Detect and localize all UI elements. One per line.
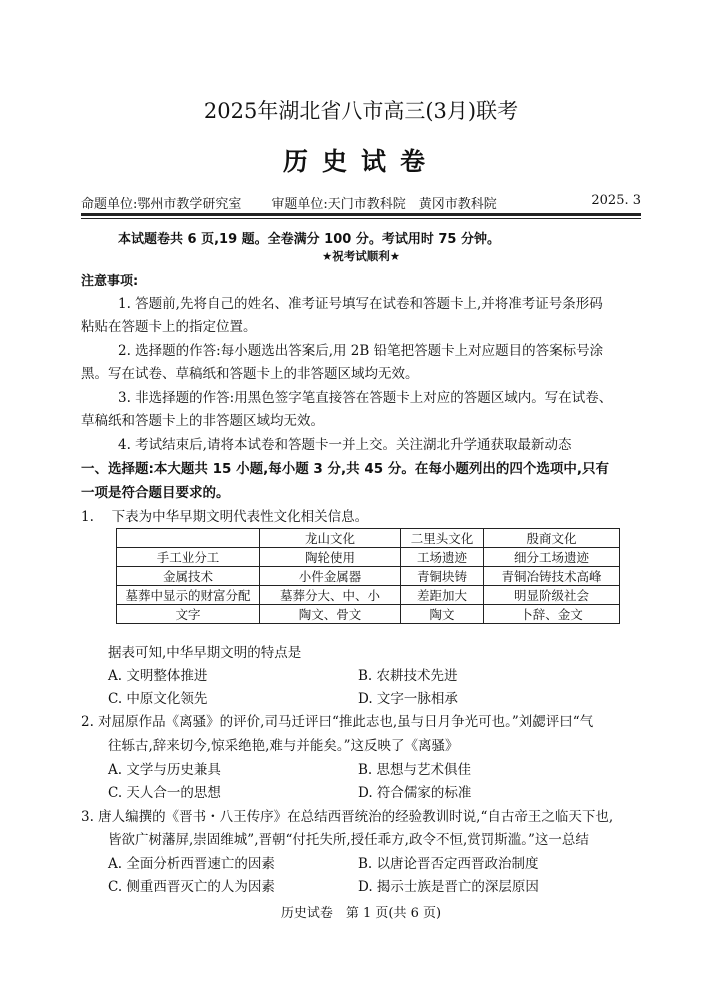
- page-footer: 历史试卷 第 1 页(共 6 页): [280, 906, 442, 921]
- option-b: B. 思想与艺术俱佳: [358, 762, 472, 778]
- notice-line: 2. 选择题的作答:每小题选出答案后,用 2B 铅笔把答题卡上对应题目的答案标号涂: [118, 343, 604, 359]
- table-cell: 细分工场遗迹: [484, 548, 620, 567]
- notice-line: 黑。写在试卷、草稿纸和答题卡上的非答题区域均无效。: [81, 366, 419, 382]
- option-d: D. 揭示士族是晋亡的深层原因: [358, 879, 539, 895]
- table-cell: 卜辞、金文: [484, 605, 620, 624]
- divider: [81, 213, 641, 216]
- wish: ★祝考试顺利★: [321, 249, 401, 263]
- table-cell: 墓葬中显示的财富分配: [117, 586, 260, 605]
- table-header: 殷商文化: [484, 529, 620, 548]
- option-d: D. 文字一脉相承: [358, 691, 458, 707]
- table-header: 二里头文化: [401, 529, 484, 548]
- option-c: C. 侧重西晋灭亡的人为因素: [108, 879, 275, 895]
- table-row: [117, 605, 620, 624]
- table-row: [117, 567, 620, 586]
- table-cell: 文字: [117, 605, 260, 624]
- table-cell: 差距加大: [401, 586, 484, 605]
- notice-line: 草稿纸和答题卡上的非答题区域均无效。: [81, 413, 324, 429]
- table-cell: 陶文、骨文: [260, 605, 401, 624]
- table-cell: 手工业分工: [117, 548, 260, 567]
- notice-line: 粘贴在答题卡上的指定位置。: [81, 319, 257, 335]
- notice-line: 4. 考试结束后,请将本试卷和答题卡一并上交。关注湖北升学通获取最新动态: [118, 437, 572, 453]
- table-cell: 陶文: [401, 605, 484, 624]
- notice-line: 3. 非选择题的作答:用黑色签字笔直接答在答题卡上对应的答题区域内。写在试卷、: [118, 390, 613, 406]
- subject-title: 历史试卷: [282, 147, 439, 176]
- summary: 本试题卷共 6 页,19 题。全卷满分 100 分。考试用时 75 分钟。: [118, 232, 500, 247]
- table-row: [117, 586, 620, 605]
- option-c: C. 中原文化领先: [108, 691, 208, 707]
- setter: 命题单位:鄂州市教学研究室: [81, 197, 242, 212]
- table-cell: 青铜冶铸技术高峰: [484, 567, 620, 586]
- table-cell: 金属技术: [117, 567, 260, 586]
- q2-stem: 2. 对屈原作品《离骚》的评价,司马迁评曰“推此志也,虽与日月争光可也。”刘勰评曰“气: [81, 714, 594, 730]
- table-row: [117, 548, 620, 567]
- q3-stem: 3. 唐人编撰的《晋书・八王传序》在总结西晋统治的经验教训时说,“自古帝王之临天下也,: [81, 809, 614, 825]
- q2-stem: 往轹古,辞来切今,惊采绝艳,难与并能矣。”这反映了《离骚》: [108, 738, 459, 754]
- option-d: D. 符合儒家的标准: [358, 785, 472, 801]
- exam-meta: [81, 193, 641, 212]
- table-cell: 工场遗迹: [401, 548, 484, 567]
- option-a: A. 全面分析西晋速亡的因素: [108, 856, 275, 872]
- table-cell: 陶轮使用: [260, 548, 401, 567]
- option-a: A. 文明整体推进: [108, 668, 208, 684]
- option-b: B. 农耕技术先进: [358, 668, 458, 684]
- section-heading: 一、选择题:本大题共 15 小题,每小题 3 分,共 45 分。在每小题列出的四个选项中,只有: [81, 461, 609, 477]
- exam-title: 2025年湖北省八市高三(3月)联考: [203, 99, 519, 123]
- table-header: [117, 529, 260, 548]
- table-header-row: [117, 529, 620, 548]
- option-a: A. 文学与历史兼具: [108, 762, 221, 778]
- table-cell: 青铜块铸: [401, 567, 484, 586]
- q1-stem: 1. 下表为中华早期文明代表性文化相关信息。: [81, 509, 369, 525]
- table-cell: 明显阶级社会: [484, 586, 620, 605]
- option-c: C. 天人合一的思想: [108, 785, 221, 801]
- table-cell: 小件金属器: [260, 567, 401, 586]
- q3-stem: 皆欲广树藩屏,崇固维城”,晋朝“付托失所,授任乖方,政令不恒,赏罚斯滥。”这一总结: [108, 832, 589, 848]
- section-heading: 一项是符合题目要求的。: [81, 485, 230, 501]
- table-header: 龙山文化: [260, 529, 401, 548]
- divider: [81, 218, 641, 219]
- q1-table: [116, 528, 620, 624]
- notice-line: 1. 答题前,先将自己的姓名、准考证号填写在试卷和答题卡上,并将准考证号条形码: [118, 296, 603, 312]
- table-cell: 墓葬分大、中、小: [260, 586, 401, 605]
- reviewer: 审题单位:天门市教科院 黄冈市教科院: [271, 197, 497, 212]
- option-b: B. 以唐论晋否定西晋政治制度: [358, 856, 539, 872]
- date: 2025. 3: [591, 193, 641, 208]
- notice-heading: 注意事项:: [81, 274, 139, 289]
- q1-prompt: 据表可知,中华早期文明的特点是: [108, 645, 302, 661]
